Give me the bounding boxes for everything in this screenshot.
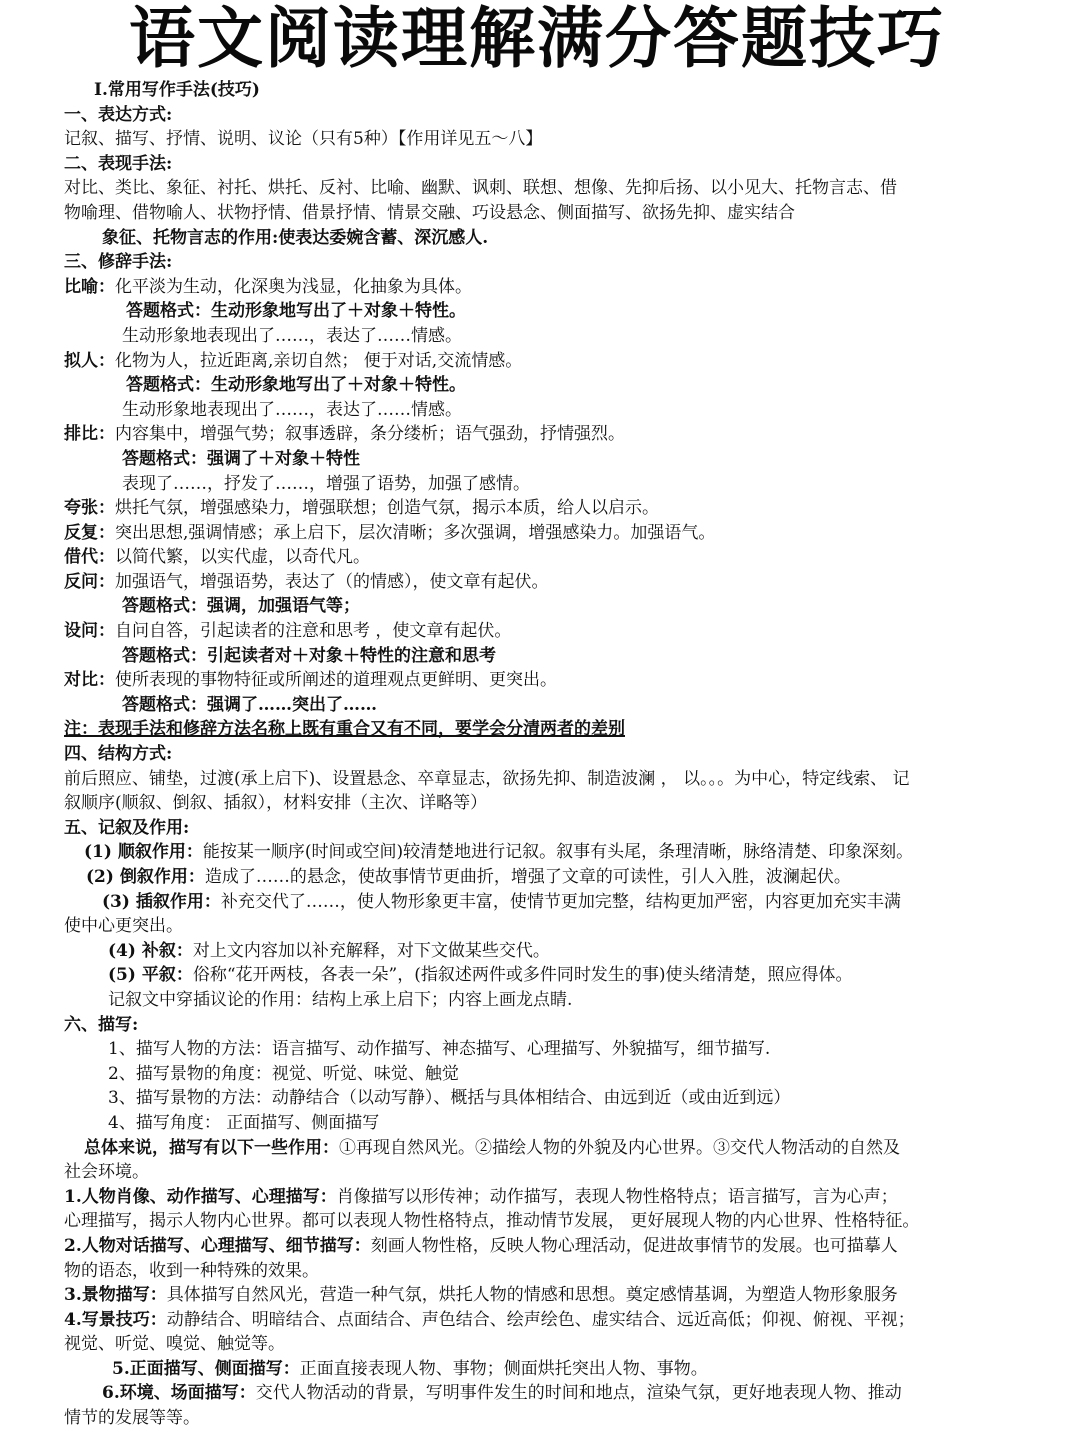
line-text: 以简代繁，以实代虚，以奇代凡。 — [115, 547, 370, 568]
text-line — [64, 1357, 1010, 1382]
text-line — [64, 668, 1010, 693]
line-label: 总体来说，描写有以下一些作用： — [84, 1137, 339, 1158]
text-line — [64, 545, 1010, 570]
text-line — [64, 619, 1010, 644]
text-line — [64, 963, 1010, 988]
line-label: 2.人物对话描写、心理描写、细节描写： — [64, 1235, 371, 1256]
text-line — [64, 1308, 1010, 1333]
heading-rhetoric: 三、修辞手法: — [64, 252, 173, 273]
line-text: 动静结合、明暗结合、点面结合、声色结合、绘声绘色、虚实结合、远近高低；仰视、俯视、平视； — [166, 1309, 915, 1330]
text-line — [64, 349, 1010, 374]
answer-format: 答题格式：强调了＋对象＋特性 — [122, 448, 360, 469]
line-text: 能按某一顺序(时间或空间)较清楚地进行记叙。叙事有头尾，条理清晰，脉络清楚、印象深刻。 — [202, 842, 914, 863]
line-label: 借代： — [64, 547, 115, 568]
line-label: (1) 顺叙作用： — [84, 842, 203, 863]
line-text: 造成了……的悬念，使故事情节更曲折，增强了文章的可读性，引人入胜，波澜起伏。 — [204, 867, 851, 887]
text-line: 物的语态，收到一种特殊的效果。 — [64, 1260, 319, 1281]
page-title: 语文阅读理解满分答题技巧 — [129, 0, 945, 77]
line-text: 交代人物活动的背景，写明事件发生的时间和地点，渲染气氛，更好地表现人物、推动 — [255, 1383, 902, 1404]
text-line: 3、描写景物的方法：动静结合（以动写静）、概括与具体相结合、由远到近（或由近到远） — [108, 1088, 791, 1109]
text-line: 记叙、描写、抒情、说明、议论（只有5种）【作用详见五～八】 — [64, 129, 543, 150]
line-label: (5) 平叙： — [108, 965, 193, 986]
line-label: 设问： — [64, 621, 115, 642]
line-text: 加强语气，增强语势，表达了（的情感），使文章有起伏。 — [115, 571, 549, 592]
line-text: 肖像描写以形传神；动作描写，表现人物性格特点；语言描写，言为心声； — [336, 1186, 898, 1207]
text-line: 前后照应、铺垫，过渡(承上启下)、设置悬念、卒章显志，欲扬先抑、制造波澜 ， 以。。。为中心，特定线索、 记 — [64, 768, 910, 789]
text-line — [64, 939, 1010, 964]
answer-format: 答题格式：强调，加强语气等； — [122, 596, 360, 617]
text-line: 叙顺序(顺叙、倒叙、插叙），材料安排（主次、详略等） — [64, 793, 488, 814]
text-line: 社会环境。 — [64, 1162, 149, 1183]
text-line — [64, 275, 1010, 300]
line-text: 突出思想,强调情感；承上启下，层次清晰；多次强调，增强感染力。加强语气。 — [115, 522, 716, 543]
line-text: 自问自答，引起读者的注意和思考 ，使文章有起伏。 — [115, 621, 512, 642]
line-text: 正面直接表现人物、事物；侧面烘托突出人物、事物。 — [299, 1358, 708, 1379]
heading-techniques: 二、表现手法: — [64, 153, 173, 174]
line-label: 1.人物肖像、动作描写、心理描写： — [64, 1186, 337, 1207]
text-line — [64, 1185, 1010, 1210]
line-text: 刻画人物性格，反映人物心理活动，促进故事情节的发展。也可描摹人 — [370, 1235, 898, 1256]
text-line: 1、描写人物的方法：语言描写、动作描写、神态描写、心理描写、外貌描写，细节描写. — [108, 1039, 771, 1060]
text-line — [64, 521, 1010, 546]
text-line: 2、描写景物的角度：视觉、听觉、味觉、触觉 — [108, 1063, 459, 1084]
line-label: (4) 补叙： — [108, 940, 193, 961]
document-body — [64, 78, 1010, 1431]
heading-narration: 五、记叙及作用: — [64, 817, 190, 838]
line-label: 4.写景技巧： — [64, 1309, 167, 1330]
text-line: 表现了……，抒发了……，增强了语势，加强了感情。 — [122, 473, 530, 494]
text-line — [64, 1283, 1010, 1308]
line-text: 对上文内容加以补充解释，对下文做某些交代。 — [192, 940, 550, 961]
line-label: 比喻： — [64, 276, 115, 297]
text-line — [64, 1381, 1010, 1406]
answer-format: 答题格式：生动形象地写出了＋对象＋特性。 — [126, 301, 466, 322]
line-label: 夸张： — [64, 498, 115, 519]
line-text: ①再现自然风光。②描绘人物的外貌及内心世界。③交代人物活动的自然及 — [339, 1137, 900, 1158]
text-line: 心理描写，揭示人物内心世界。都可以表现人物性格特点，推动情节发展， 更好展现人物的内心世界、性格特征。 — [64, 1211, 920, 1232]
text-line — [64, 570, 1010, 595]
line-label: 排比： — [64, 424, 115, 445]
text-line: 生动形象地表现出了……，表达了……情感。 — [122, 325, 462, 346]
text-line: 视觉、听觉、嗅觉、触觉等。 — [64, 1334, 285, 1355]
text-line — [64, 422, 1010, 447]
heading-structure: 四、结构方式: — [64, 744, 173, 765]
text-line — [64, 840, 1010, 865]
line-label: 5.正面描写、侧面描写： — [112, 1358, 300, 1379]
heading-description: 六、描写: — [64, 1014, 139, 1035]
text-line — [64, 865, 1010, 890]
line-text: 化平淡为生动，化深奥为浅显，化抽象为具体。 — [115, 276, 472, 297]
heading-expression: 一、表达方式: — [64, 104, 173, 125]
line-text: 烘托气氛，增强感染力，增强联想；创造气氛，揭示本质，给人以启示。 — [115, 498, 659, 519]
answer-format: 答题格式：引起读者对＋对象＋特性的注意和思考 — [122, 645, 496, 666]
answer-format: 答题格式：强调了……突出了…… — [122, 694, 377, 715]
section-heading: Ⅰ.常用写作手法(技巧) — [94, 80, 260, 100]
text-line: 4、描写角度： 正面描写、侧面描写 — [108, 1112, 380, 1133]
line-label: 拟人： — [64, 350, 115, 371]
text-line: 物喻理、借物喻人、状物抒情、借景抒情、情景交融、巧设悬念、侧面描写、欲扬先抑、虚实结合 — [64, 202, 795, 223]
line-label: (3) 插叙作用： — [102, 891, 221, 912]
text-line — [64, 890, 1010, 915]
line-text: 化物为人，拉近距离,亲切自然； 便于对话,交流情感。 — [115, 350, 523, 371]
line-label: (2) 倒叙作用： — [86, 867, 205, 887]
line-label: 对比： — [64, 670, 115, 691]
answer-format: 答题格式：生动形象地写出了＋对象＋特性。 — [126, 375, 466, 396]
note-line: 注：表现手法和修辞方法名称上既有重合又有不同，要学会分清两者的差别 — [64, 719, 625, 740]
text-line — [64, 1234, 1010, 1259]
text-line: 生动形象地表现出了……，表达了……情感。 — [122, 399, 462, 420]
line-label: 反复： — [64, 522, 115, 543]
text-line: 情节的发展等等。 — [64, 1408, 200, 1429]
line-text: 俗称“花开两枝，各表一朵”，(指叙述两件或多件同时发生的事)使头绪清楚，照应得体。 — [192, 965, 853, 986]
text-line — [64, 1136, 1010, 1161]
text-line: 记叙文中穿插议论的作用：结构上承上启下；内容上画龙点睛. — [108, 989, 573, 1010]
line-label: 3.景物描写： — [64, 1285, 167, 1306]
text-line — [64, 496, 1010, 521]
text-line: 象征、托物言志的作用:使表达委婉含蓄、深沉感人. — [102, 227, 489, 248]
line-text: 补充交代了……，使人物形象更丰富，使情节更加完整，结构更加严密，内容更加充实丰满 — [220, 891, 901, 912]
line-text: 具体描写自然风光，营造一种气氛，烘托人物的情感和思想。奠定感情基调，为塑造人物形象服务 — [166, 1285, 898, 1306]
line-text: 使所表现的事物特征或所阐述的道理观点更鲜明、更突出。 — [115, 670, 557, 691]
text-line: 对比、类比、象征、衬托、烘托、反衬、比喻、幽默、讽刺、联想、想像、先抑后扬、以小见大、托物言志、借 — [64, 178, 897, 199]
line-label: 6.环境、场面描写： — [102, 1383, 256, 1404]
text-line: 使中心更突出。 — [64, 916, 183, 937]
line-text: 内容集中，增强气势；叙事透辟，条分缕析；语气强劲，抒情强烈。 — [115, 424, 625, 445]
line-label: 反问： — [64, 571, 115, 592]
